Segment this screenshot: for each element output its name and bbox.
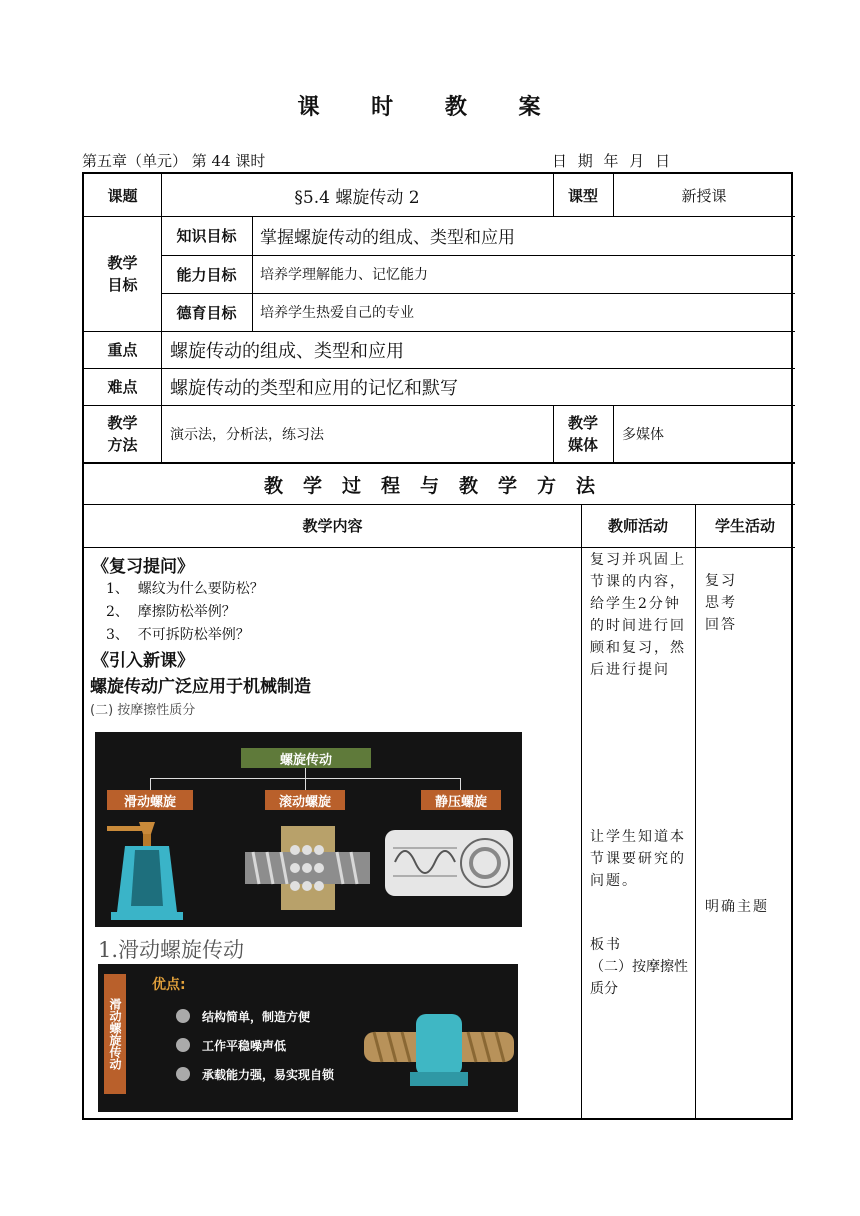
ball-screw-illustration (245, 820, 370, 915)
teacher-board-label: 板书 (590, 937, 622, 953)
advantage-point: 承载能力强，易实现自锁 (202, 1068, 335, 1082)
gear-icon (176, 1038, 190, 1052)
rule (695, 504, 696, 1120)
connector (460, 778, 461, 790)
key-value: 螺旋传动的组成、类型和应用 (170, 340, 404, 362)
knowledge-label: 知识目标 (176, 227, 237, 245)
goals-label: 教学目标 (107, 253, 138, 294)
review-item: 3、 不可拆防松举例？ (106, 627, 250, 643)
topic-label: 课题 (107, 186, 138, 205)
branch-hydrostatic: 静压螺旋 (421, 790, 501, 810)
col-content-header: 教学内容 (302, 517, 363, 535)
review-item: 2、 摩擦防松举例？ (106, 604, 236, 620)
media-label: 教学媒体 (567, 413, 598, 454)
slide-title: 1.滑动螺旋传动 (98, 938, 245, 962)
page-title: 课 时 教 案 (297, 95, 563, 120)
classification-slide (95, 732, 522, 927)
ability-value: 培养学理解能力、记忆能力 (260, 267, 428, 283)
difficult-value: 螺旋传动的类型和应用的记忆和默写 (170, 377, 458, 399)
advantage-point: 结构简单，制造方便 (202, 1010, 311, 1024)
branch-sliding: 滑动螺旋 (107, 790, 193, 810)
col-student-header: 学生活动 (714, 517, 775, 535)
process-title: 教学过程与教学方法 (263, 474, 615, 497)
connector (305, 768, 306, 778)
media-value: 多媒体 (622, 426, 664, 443)
advantages-label: 优点: (152, 977, 186, 993)
connector (305, 778, 306, 790)
hydrostatic-diagram (385, 830, 513, 896)
student-activity: 回答 (705, 617, 737, 633)
advantage-point: 工作平稳噪声低 (202, 1039, 287, 1053)
intro-heading: 《引入新课》 (92, 651, 194, 671)
teacher-board-content: （二）按摩擦性质分 (590, 959, 688, 997)
review-item: 1、 螺纹为什么要防松？ (106, 581, 264, 597)
moral-value: 培养学生热爱自己的专业 (260, 305, 414, 321)
gear-icon (176, 1009, 190, 1023)
slide-root-label: 螺旋传动 (241, 748, 371, 768)
difficult-label: 难点 (107, 378, 138, 396)
knowledge-value: 掌握螺旋传动的组成、类型和应用 (260, 228, 515, 248)
student-activity: 思考 (705, 595, 737, 611)
rule (84, 547, 795, 548)
student-activity: 复习 (705, 573, 737, 589)
chapter-line: 第五章（单元） 第 44 课时 (82, 152, 266, 170)
teacher-activity-goal: 让学生知道本节课要研究的问题。 (590, 829, 686, 889)
type-value: 新授课 (681, 186, 727, 205)
rule (613, 405, 614, 462)
sliding-screw-slide (98, 964, 518, 1112)
key-label: 重点 (107, 341, 138, 359)
review-heading: 《复习提问》 (92, 557, 194, 577)
method-value: 演示法，分析法，练习法 (170, 426, 324, 443)
slide-side-label: 滑动螺旋传动 (104, 974, 126, 1094)
type-label: 课型 (567, 186, 598, 205)
branch-rolling: 滚动螺旋 (265, 790, 345, 810)
col-teacher-header: 教师活动 (607, 517, 668, 535)
lesson-plan-table (82, 172, 793, 1120)
ability-label: 能力目标 (176, 265, 237, 284)
sliding-screw-illustration (364, 1006, 514, 1096)
teacher-activity-review: 复习并巩固上节课的内容，给学生2分钟的时间进行回顾和复习，然后进行提问 (590, 552, 686, 678)
date-line: 日 期 年 月 日 (552, 152, 671, 170)
screw-jack-illustration (99, 816, 189, 924)
intro-line: 螺旋传动广泛应用于机械制造 (90, 677, 311, 697)
rule (581, 504, 582, 1120)
connector (150, 778, 151, 790)
gear-icon (176, 1067, 190, 1081)
moral-label: 德育目标 (176, 303, 237, 322)
method-label: 教学方法 (107, 413, 138, 454)
student-theme: 明确主题 (705, 899, 769, 915)
sub-heading: (二) 按摩擦性质分 (90, 703, 196, 718)
rule (252, 216, 253, 331)
topic-value: §5.4 螺旋传动 2 (294, 187, 420, 208)
